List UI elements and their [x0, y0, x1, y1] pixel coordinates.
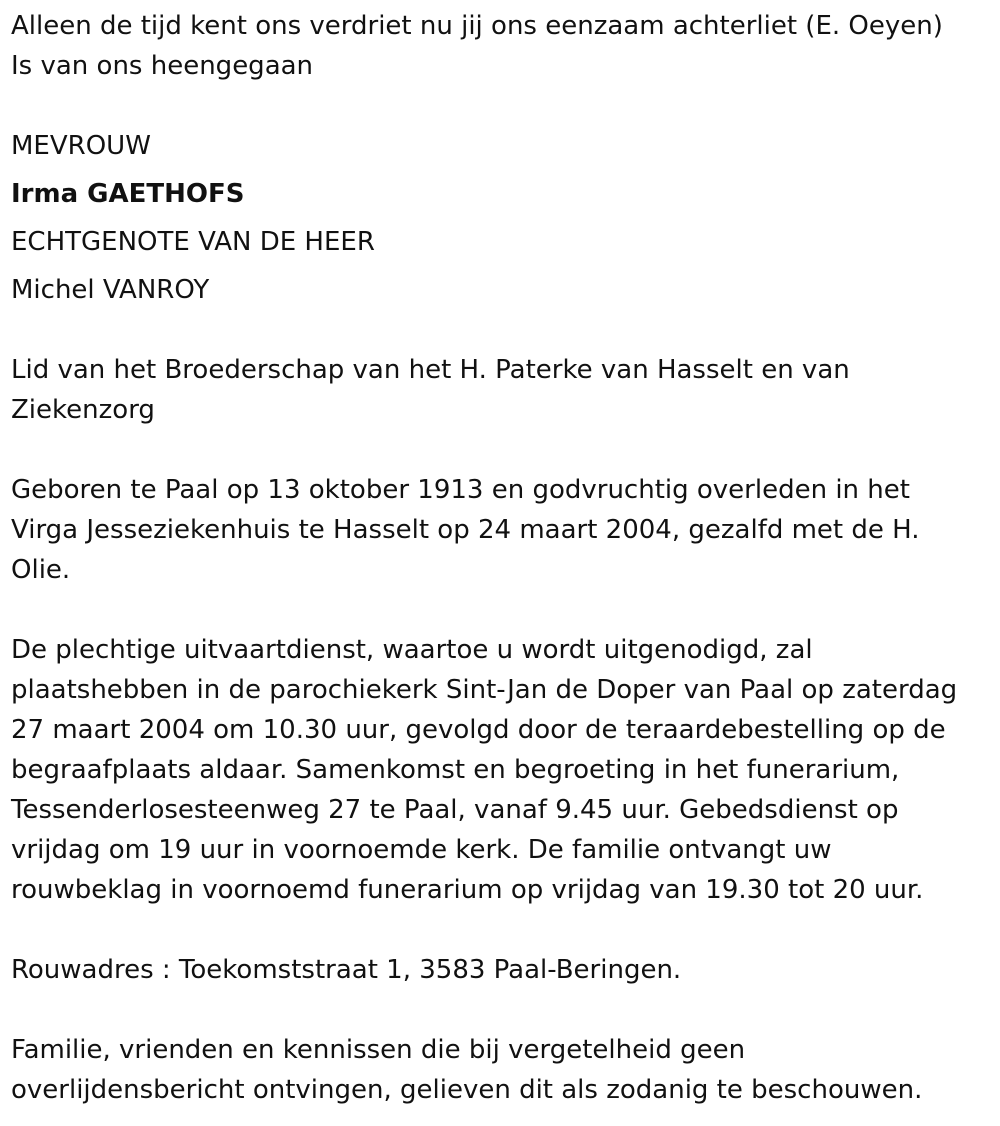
deceased-details: [11, 126, 991, 318]
membership-line: Ziekenzorg: [11, 395, 155, 425]
address-line: Rouwadres : Toekomststraat 1, 3583 Paal-Beringen.: [11, 955, 682, 985]
membership-line: Lid van het Broederschap van het H. Paterke van Hasselt en van: [11, 355, 850, 385]
closing-line: overlijdensbericht ontvingen, gelieven dit als zodanig te beschouwen.: [11, 1075, 923, 1105]
birth-death-line: Olie.: [11, 555, 71, 585]
birth-death-line: Virga Jesseziekenhuis te Hasselt op 24 maart 2004, gezalfd met de H.: [11, 515, 920, 545]
service-line: De plechtige uitvaartdienst, waartoe u wordt uitgenodigd, zal: [11, 635, 813, 665]
service-line: plaatshebben in de parochiekerk Sint-Jan de Doper van Paal op zaterdag: [11, 675, 958, 705]
membership-paragraph: [11, 350, 991, 430]
opening-quote: [11, 6, 991, 86]
service-line: vrijdag om 19 uur in voornoemde kerk. De familie ontvangt uw: [11, 835, 832, 865]
service-line: Tessenderlosesteenweg 27 te Paal, vanaf 9.45 uur. Gebedsdienst op: [11, 795, 899, 825]
closing-paragraph: [11, 1030, 991, 1110]
spouse-name: Michel VANROY: [11, 275, 210, 305]
honorific: MEVROUW: [11, 131, 151, 161]
quote-line: Is van ons heengegaan: [11, 51, 314, 81]
service-line: begraafplaats aldaar. Samenkomst en begroeting in het funerarium,: [11, 755, 900, 785]
funeral-service-paragraph: [11, 630, 991, 910]
relation-text: ECHTGENOTE VAN DE HEER: [11, 227, 375, 257]
closing-line: Familie, vrienden en kennissen die bij vergetelheid geen: [11, 1035, 746, 1065]
quote-line: Alleen de tijd kent ons verdriet nu jij ons eenzaam achterliet (E. Oeyen): [11, 11, 943, 41]
deceased-name: Irma GAETHOFS: [11, 179, 245, 209]
birth-death-paragraph: [11, 470, 991, 590]
mourning-address: [11, 950, 991, 990]
service-line: rouwbeklag in voornoemd funerarium op vrijdag van 19.30 tot 20 uur.: [11, 875, 924, 905]
service-line: 27 maart 2004 om 10.30 uur, gevolgd door de teraardebestelling op de: [11, 715, 946, 745]
birth-death-line: Geboren te Paal op 13 oktober 1913 en godvruchtig overleden in het: [11, 475, 910, 505]
